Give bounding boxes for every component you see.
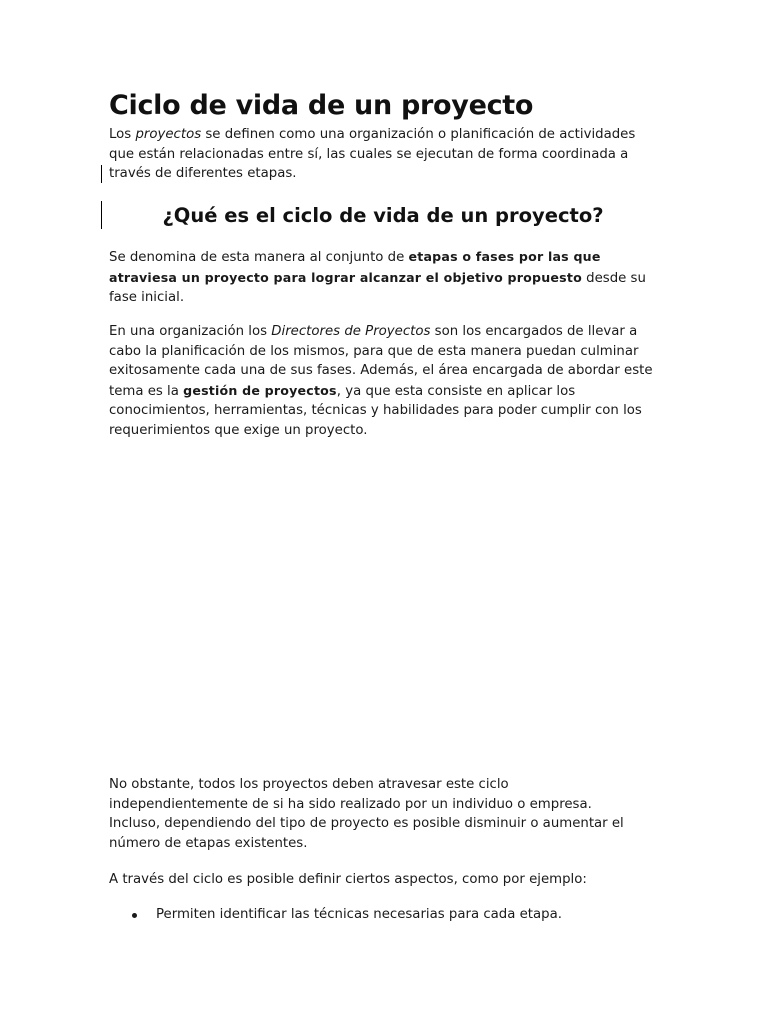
however-line-3: Incluso, dependiendo del tipo de proyecto es posible disminuir o aumentar el <box>109 816 624 831</box>
organization-line-6: requerimientos que exige un proyecto. <box>109 422 368 438</box>
bullet-dot-icon <box>132 913 137 918</box>
page-title: Ciclo de vida de un proyecto <box>109 90 534 121</box>
however-paragraph <box>109 775 669 853</box>
definition-bold-text: etapas o fases por las que <box>408 249 601 264</box>
definition-line-1 <box>109 247 669 268</box>
intro-italic-proyectos: proyectos <box>135 127 202 142</box>
intro-text: Los <box>109 127 136 142</box>
definition-line-2 <box>109 268 669 289</box>
organization-line-4 <box>109 381 669 402</box>
intro-line-1 <box>109 125 669 145</box>
text-cursor-marker <box>101 165 102 183</box>
intro-text: se definen como una organización o planificación de actividades <box>201 127 636 142</box>
organization-text: tema es la <box>109 383 184 399</box>
definition-paragraph <box>109 247 669 308</box>
intro-paragraph <box>109 125 669 184</box>
list-item-text: Permiten identificar las técnicas necesarias para cada etapa. <box>156 907 562 922</box>
organization-italic-directores: Directores de Proyectos <box>271 324 431 339</box>
organization-text: , ya que esta consiste en aplicar los <box>336 383 576 399</box>
organization-line-5: conocimientos, herramientas, técnicas y habilidades para poder cumplir con los <box>109 403 642 418</box>
however-line-2: independientemente de si ha sido realizado por un individuo o empresa. <box>109 796 592 812</box>
text-cursor-marker <box>101 201 102 229</box>
however-line-1: No obstante, todos los proyectos deben atravesar este ciclo <box>109 777 509 792</box>
definition-line-3: fase inicial. <box>109 290 185 305</box>
organization-bold-gestion: gestión de proyectos <box>183 382 337 398</box>
organization-line-3: exitosamente cada una de sus fases. Además, el área encargada de abordar este <box>109 363 653 378</box>
organization-text: En una organización los <box>109 324 272 339</box>
section-heading: ¿Qué es el ciclo de vida de un proyecto? <box>162 204 604 227</box>
definition-bold-text: atraviesa un proyecto para lograr alcanzar el objetivo propuesto <box>109 269 582 285</box>
organization-line-1 <box>109 322 669 342</box>
organization-text: son los encargados de llevar a <box>430 324 638 339</box>
aspects-intro-paragraph <box>109 870 669 890</box>
organization-paragraph <box>109 322 669 440</box>
list-item <box>109 905 562 925</box>
intro-line-2: que están relacionadas entre sí, las cuales se ejecutan de forma coordinada a <box>109 146 629 162</box>
however-line-4: número de etapas existentes. <box>109 835 308 851</box>
intro-line-3: través de diferentes etapas. <box>109 166 297 181</box>
definition-text: Se denomina de esta manera al conjunto de <box>109 250 409 265</box>
definition-text: desde su <box>581 270 646 286</box>
aspects-intro-line: A través del ciclo es posible definir ciertos aspectos, como por ejemplo: <box>109 872 587 887</box>
organization-line-2: cabo la planificación de los mismos, para que de esta manera puedan culminar <box>109 343 639 359</box>
aspects-bullet-list <box>109 905 562 925</box>
